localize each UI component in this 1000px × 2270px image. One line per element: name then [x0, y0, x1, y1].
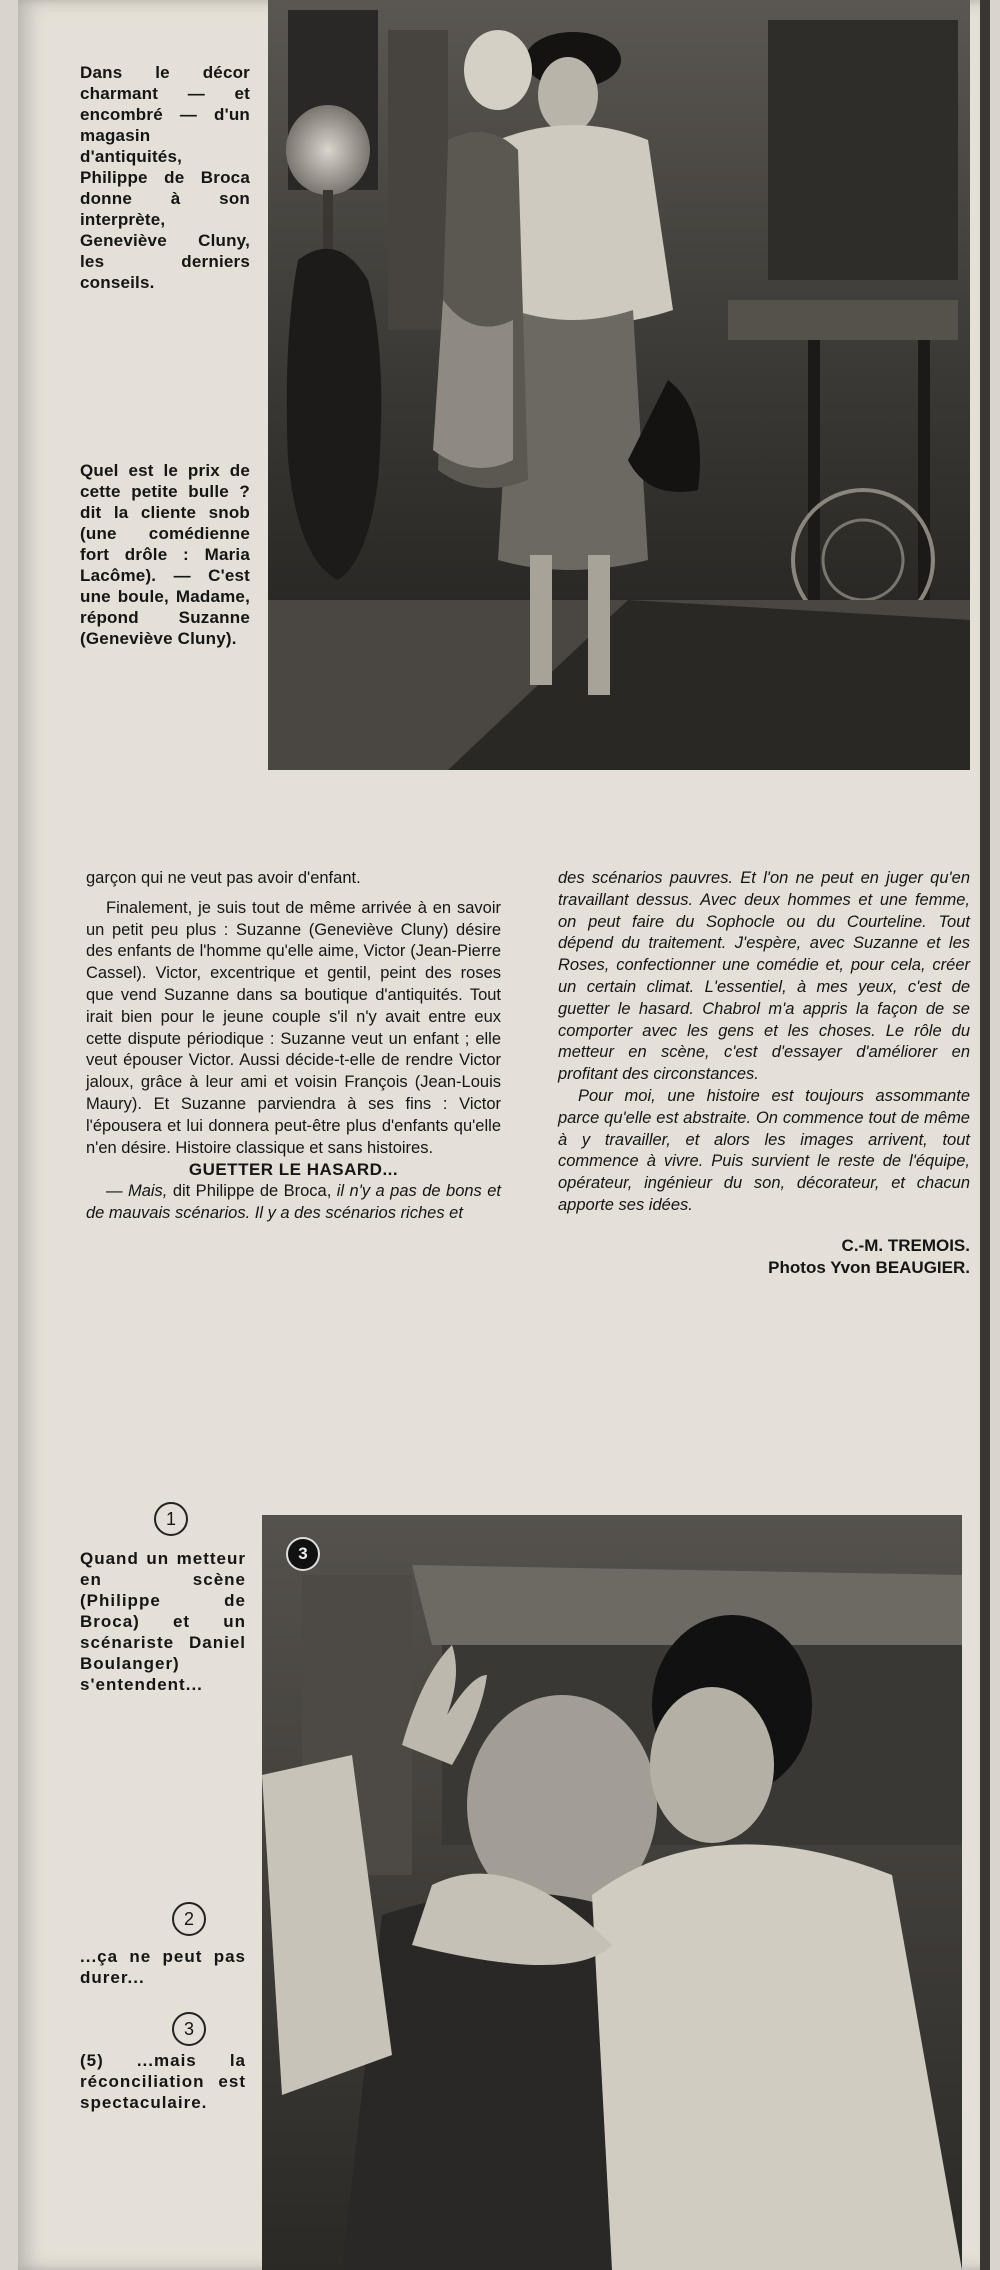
caption-number-1: 1 — [154, 1502, 188, 1536]
caption-cannot-last: ...ça ne peut pas durer... — [80, 1947, 246, 1987]
article-column-left — [86, 868, 501, 1225]
italic-quote-start: il n'y a pas de bons et de mauvais scénarios. Il y a des scénarios riches et — [86, 1182, 501, 1222]
photo-antique-shop-image — [268, 0, 970, 770]
caption-client-bubble: Quel est le prix de cette petite bulle ? dit la cliente snob (une comédienne fort drôle : Maria Lacôme). — C'est une boule, Madame, répond Suzanne (Geneviève Cluny). — [80, 461, 250, 648]
byline — [558, 1235, 970, 1279]
article-right-p1: Pour moi, une histoire est toujours assommante parce qu'elle est abstraite. On commence tout de même à y travailler, et alors les images arrivent, tout commence à vivre. Puis survient le reste de l'équipe, opérateur, ingénieur du son, décorateur, et chacun apporte ses idées. — [558, 1086, 970, 1214]
caption-reconciliation: (5) ...mais la réconciliation est spectaculaire. — [80, 2051, 246, 2112]
photo-antique-shop — [268, 0, 970, 770]
dash: — — [106, 1182, 128, 1201]
photo-reconciliation-image — [262, 1515, 962, 2270]
photo-number-badge: 3 — [286, 1537, 320, 1571]
article-column-right — [558, 868, 970, 1279]
italic-mais: Mais, — [127, 1182, 168, 1201]
photo-credit: Photos Yvon BEAUGIER. — [768, 1257, 970, 1277]
caption-director-writer-agree: Quand un metteur en scène (Philippe de Broca) et un scénariste Daniel Boulanger) s'entendent... — [80, 1549, 246, 1694]
said-de-broca: dit Philippe de Broca, — [167, 1182, 337, 1201]
caption-director-advice: Dans le décor charmant — et encombré — d'un magasin d'antiquités, Philippe de Broca donne à son interprète, Geneviève Cluny, les derniers conseils. — [80, 63, 250, 292]
caption-number-2: 2 — [172, 1902, 206, 1936]
subhead-guetter-le-hasard: GUETTER LE HASARD... — [188, 1160, 399, 1180]
magazine-page — [18, 0, 990, 2270]
article-right-p0: des scénarios pauvres. Et l'on ne peut en juger qu'en travaillant dessus. Avec deux hommes et une femme, on peut faire du Sophocle ou du Courteline. Tout dépend du traitement. J'espère, avec Suzanne et les Roses, confectionner une comédie et, pour cela, créer un certain climat. L'essentiel, à mes yeux, c'est de guetter le hasard. Chabrol m'a appris la façon de se comporter avec les gens et les choses. Le rôle du metteur en scène, c'est d'essayer d'améliorer en profitant des circonstances. — [558, 869, 970, 1084]
article-left-p0: garçon qui ne veut pas avoir d'enfant. — [86, 869, 361, 887]
author-name: C.-M. TREMOIS. — [841, 1235, 970, 1255]
article-left-p1: Finalement, je suis tout de même arrivée à en savoir un petit peu plus : Suzanne (Geneviève Cluny) désire des enfants de l'homme qu'elle aime, Victor (Jean-Pierre Cassel). Victor, excentrique et gentil, peint des roses que vend Suzanne dans sa boutique d'antiquités. Tout irait bien pour le jeune couple s'il n'y avait entre eux cette dispute périodique : Suzanne veut un enfant ; elle veut épouser Victor. Aussi décide-t-elle de rendre Victor jaloux, grâce à leur ami et voisin François (Jean-Louis Maury). Et Suzanne parviendra à ses fins : Victor l'épousera et lui donnera peut-être plus d'enfants qu'elle n'en désire. Histoire classique et sans histoires. — [86, 898, 501, 1157]
photo-reconciliation — [262, 1515, 962, 2270]
article-left-p2 — [86, 1181, 501, 1225]
caption-number-3: 3 — [172, 2012, 206, 2046]
page-edge — [980, 0, 990, 2270]
